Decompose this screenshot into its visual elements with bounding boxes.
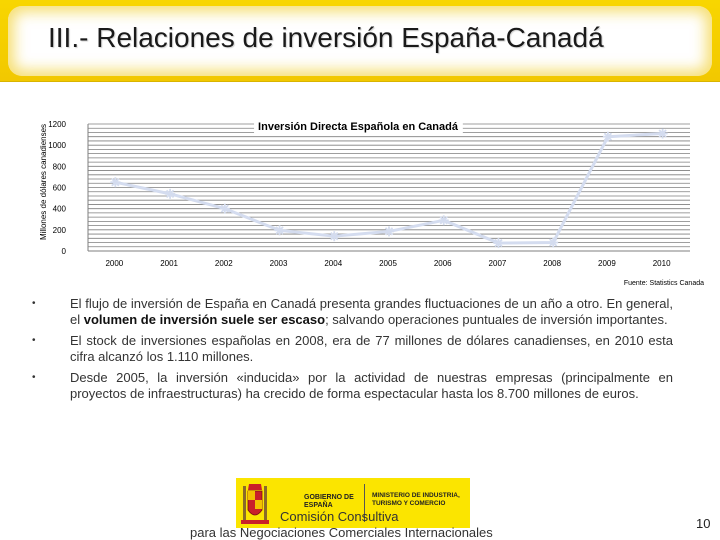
y-tick-label: 400 — [52, 204, 66, 214]
x-tick-label: 2008 — [543, 259, 562, 268]
y-tick-label: 800 — [52, 162, 66, 172]
data-point — [493, 238, 503, 248]
data-point — [439, 215, 449, 225]
page-number: 10 — [696, 516, 711, 531]
chart-title: Inversión Directa Española en Canadá — [258, 121, 458, 133]
bullet-list — [30, 296, 673, 407]
investment-chart — [0, 112, 720, 287]
x-tick-label: 2001 — [160, 259, 178, 268]
data-point — [329, 231, 339, 241]
x-tick-label: 2010 — [652, 259, 671, 268]
footer-commission-subtitle: para las Negociaciones Comerciales Internacionales — [190, 525, 493, 540]
data-point — [603, 132, 613, 142]
bullet-marker: • — [32, 372, 36, 383]
x-tick-label: 2006 — [433, 259, 452, 268]
bullet-text-part: Desde 2005, la inversión «inducida» por la actividad de nuestras empresas (principalmente en proyectos de infraestructuras) ha crecido de forma espectacular hasta los 8.700 millones de euros. — [70, 370, 673, 401]
slide-title: III.- Relaciones de inversión España-Canadá — [48, 22, 604, 53]
footer-commission: Comisión Consultiva — [280, 509, 399, 524]
title-bar — [0, 0, 720, 82]
coat-of-arms-icon — [240, 480, 270, 526]
x-tick-label: 2009 — [598, 259, 616, 268]
bullet-item — [30, 296, 673, 328]
y-tick-label: 1200 — [48, 120, 66, 129]
data-point — [658, 129, 668, 139]
chart-y-axis-label: Millones de dólares canadienses — [39, 123, 48, 241]
y-tick-label: 1000 — [48, 141, 66, 151]
source-note: Fuente: Statistics Canada — [623, 280, 704, 287]
y-tick-label: 200 — [52, 225, 66, 235]
ministry-label: MINISTERIO DE INDUSTRIA, TURISMO Y COMERCIO — [372, 492, 460, 507]
data-point — [275, 225, 285, 235]
bullet-marker: • — [32, 335, 36, 346]
bullet-text-part: El flujo de inversión de España en Canadá presenta grandes fluctuaciones de un año a otro. En general, el — [70, 296, 673, 327]
x-tick-label: 2003 — [269, 259, 288, 268]
y-tick-label: 600 — [52, 183, 66, 193]
x-tick-label: 2007 — [488, 259, 507, 268]
bullet-text-emphasis: volumen de inversión suele ser escaso — [83, 312, 326, 327]
x-tick-label: 2002 — [214, 259, 233, 268]
y-tick-label: 0 — [61, 247, 66, 256]
bullet-text — [70, 370, 673, 402]
bullet-text — [70, 296, 673, 328]
data-point — [165, 189, 175, 199]
x-tick-label: 2004 — [324, 259, 343, 268]
data-point — [220, 204, 230, 214]
data-point — [384, 226, 394, 236]
data-point — [110, 177, 120, 187]
bullet-marker: • — [32, 298, 36, 309]
bullet-item — [30, 370, 673, 402]
bullet-item — [30, 333, 673, 365]
bullet-text-part: ; salvando operaciones puntuales de inversión importantes. — [325, 312, 668, 327]
x-tick-label: 2005 — [379, 259, 397, 268]
government-label: GOBIERNO DE ESPAÑA — [304, 494, 354, 509]
bullet-text-part: El stock de inversiones españolas en 2008, era de 77 millones de dólares canadienses, en 2010 esta cifra alcanzó los 1.110 millones. — [70, 333, 673, 364]
bullet-text — [70, 333, 673, 365]
data-point — [548, 238, 558, 248]
x-tick-label: 2000 — [105, 259, 124, 268]
